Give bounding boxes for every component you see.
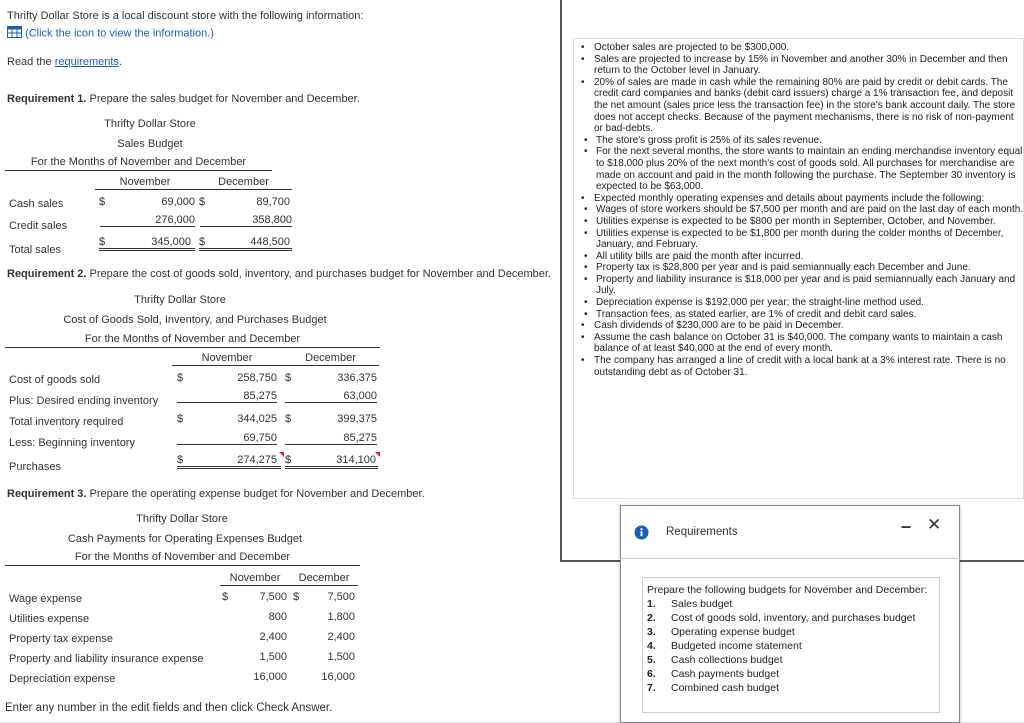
requirement-text: Sales budget bbox=[671, 598, 733, 610]
requirement-text: Budgeted income statement bbox=[671, 640, 802, 652]
info-subitem: • Utilities expense is expected to be $800 per month in September, October, and November. bbox=[596, 216, 1024, 228]
info-icon-link[interactable] bbox=[7, 26, 214, 41]
info-subitem: • Utilities expense is expected to be $1,800 per month during the colder months of December, January, and February. bbox=[596, 228, 1024, 251]
req1-col-december: December bbox=[195, 176, 292, 190]
info-subitem: • Transaction fees, as stated earlier, are 1% of credit and debit card sales. bbox=[596, 309, 1024, 321]
req3-util-dec-input[interactable]: 1,800 bbox=[327, 611, 355, 623]
req2-row-label: Total inventory required bbox=[9, 416, 124, 428]
requirement-text: Cash collections budget bbox=[671, 654, 783, 666]
req1-cash-dec-input[interactable]: 89,700 bbox=[256, 196, 290, 208]
requirement-num: 1. bbox=[647, 598, 656, 610]
requirement-item bbox=[647, 625, 937, 639]
req3-depr-dec-input[interactable]: 16,000 bbox=[321, 671, 355, 683]
req3-row-label: Wage expense bbox=[9, 593, 82, 605]
req2-purch-dec-input[interactable]: 314,100 bbox=[336, 454, 376, 466]
req2-period: For the Months of November and December bbox=[5, 333, 380, 348]
req3-row-label: Property and liability insurance expense bbox=[9, 653, 204, 665]
intro-line: Thrifty Dollar Store is a local discount store with the following information: bbox=[7, 10, 364, 22]
req2-purch-nov-input[interactable]: 274,275 bbox=[237, 454, 277, 466]
divider bbox=[620, 558, 960, 559]
req2-col-november: November bbox=[172, 352, 282, 366]
info-subitem: • The store's gross profit is 25% of its sales revenue. bbox=[596, 135, 1024, 147]
info-item: • Expected monthly operating expenses and details about payments include the following: bbox=[594, 193, 1024, 205]
currency-sign: $ bbox=[99, 236, 106, 248]
requirement-text: Operating expense budget bbox=[671, 626, 795, 638]
req2-col-december: December bbox=[282, 352, 379, 366]
requirement-item bbox=[647, 611, 937, 625]
req3-col-november: November bbox=[220, 572, 290, 586]
req1-total-nov-cell bbox=[99, 236, 195, 251]
req3-depr-nov-input[interactable]: 16,000 bbox=[253, 671, 287, 683]
info-item: • 20% of sales are made in cash while the remaining 80% are paid by credit or debit cards. The credit card companies and banks (debit card issuers) charge a 1% transaction fee, and deposit the net amount (sales price less the transaction fee) in the store's bank account daily. The store does not accept checks. Because of the payment mechanisms, there is no risk of non-payment or bad-debts. bbox=[594, 77, 1024, 135]
req1-cash-nov-input[interactable]: 69,000 bbox=[161, 196, 195, 208]
req3-row-label: Utilities expense bbox=[9, 613, 90, 625]
req3-row-label: Depreciation expense bbox=[9, 673, 116, 685]
req1-row-label: Credit sales bbox=[9, 220, 68, 232]
req1-credit-dec-input[interactable]: 358,800 bbox=[200, 214, 292, 227]
req2-cogs-nov-input[interactable]: 258,750 bbox=[237, 372, 277, 384]
req2-company: Thrifty Dollar Store bbox=[134, 294, 226, 306]
currency-sign: $ bbox=[199, 236, 206, 248]
req3-title: Cash Payments for Operating Expenses Budget bbox=[67, 533, 303, 545]
req1-total-dec-input[interactable]: 448,500 bbox=[250, 236, 290, 248]
req2-purch-nov-cell bbox=[177, 454, 281, 469]
requirements-content bbox=[647, 583, 937, 695]
req3-wage-nov-input[interactable]: 7,500 bbox=[259, 591, 287, 603]
requirement-item bbox=[647, 597, 937, 611]
currency-sign: $ bbox=[177, 372, 184, 384]
currency-sign: $ bbox=[177, 413, 184, 425]
requirement-num: 6. bbox=[647, 668, 656, 680]
req3-col-december: December bbox=[290, 572, 358, 586]
info-subitem: • Property tax is $28,800 per year and is paid semiannually each December and June. bbox=[596, 262, 1024, 274]
req3-period: For the Months of November and December bbox=[5, 551, 360, 566]
req3-row-label: Property tax expense bbox=[9, 633, 113, 645]
requirement-num: 2. bbox=[647, 612, 656, 624]
read-requirements bbox=[7, 56, 122, 68]
requirements-intro: Prepare the following budgets for November and December: bbox=[647, 584, 928, 596]
close-button[interactable]: ✕ bbox=[927, 515, 942, 534]
footer-instruction: Enter any number in the edit fields and then click Check Answer. bbox=[5, 702, 333, 714]
req3-wage-dec-input[interactable]: 7,500 bbox=[327, 591, 355, 603]
req1-title: Sales Budget bbox=[117, 138, 183, 150]
currency-sign: $ bbox=[222, 591, 229, 603]
info-item: • The company has arranged a line of credit with a local bank at a 3% interest rate. There is no outstanding debt as of October 31. bbox=[594, 355, 1024, 378]
minimize-button[interactable]: – bbox=[901, 516, 912, 536]
info-subitem: • Depreciation expense is $192,000 per year; the straight-line method used. bbox=[596, 297, 1024, 309]
req2-title: Cost of Goods Sold, Inventory, and Purchases Budget bbox=[63, 314, 327, 326]
currency-sign: $ bbox=[285, 454, 292, 466]
read-suffix: . bbox=[118, 56, 122, 68]
req1-total-dec-cell bbox=[199, 236, 292, 251]
requirement-num: 7. bbox=[647, 682, 656, 694]
req2-row-label: Purchases bbox=[9, 461, 61, 473]
requirement-num: 3. bbox=[647, 626, 656, 638]
currency-sign: $ bbox=[199, 196, 206, 208]
req2-totalinv-nov-input[interactable]: 344,025 bbox=[237, 413, 277, 425]
req2-text: Prepare the cost of goods sold, inventory, and purchases budget for November and December. bbox=[86, 268, 551, 280]
requirement-num: 5. bbox=[647, 654, 656, 666]
info-subitem: • Wages of store workers should be $7,500 per month and are paid on the last day of each month. bbox=[596, 204, 1024, 216]
info-item: • Assume the cash balance on October 31 is $40,000. The company wants to maintain a cash balance of at least $40,000 at the end of every month. bbox=[594, 332, 1024, 355]
read-prefix: Read the bbox=[7, 56, 55, 68]
req3-label: Requirement 3. bbox=[7, 488, 87, 500]
req3-proptax-nov-input[interactable]: 2,400 bbox=[259, 631, 287, 643]
req3-util-nov-input[interactable]: 800 bbox=[268, 611, 287, 623]
info-content bbox=[578, 42, 1024, 378]
req3-heading bbox=[7, 488, 425, 500]
req2-totalinv-dec-input[interactable]: 399,375 bbox=[337, 413, 377, 425]
info-subitem: • For the next several months, the store wants to maintain an ending merchandise inventory equal to $18,000 plus 20% of the next month's cost of goods sold. All purchases for merchandise are made on account and paid in the month following the purchase. The September 30 inventory is expected to be $63,000. bbox=[596, 146, 1024, 192]
req1-label: Requirement 1. bbox=[7, 93, 87, 105]
req1-credit-nov-input[interactable]: 276,000 bbox=[100, 214, 195, 227]
currency-sign: $ bbox=[285, 372, 292, 384]
table-grid-icon[interactable] bbox=[7, 26, 22, 41]
currency-sign: $ bbox=[177, 454, 184, 466]
info-link-text[interactable]: (Click the icon to view the information.) bbox=[25, 27, 214, 40]
requirement-text: Combined cash budget bbox=[671, 682, 779, 694]
req2-row-label: Plus: Desired ending inventory bbox=[9, 395, 159, 407]
req2-beginv-dec-input[interactable]: 85,275 bbox=[285, 432, 377, 445]
req2-row-label: Cost of goods sold bbox=[9, 374, 101, 386]
req2-cogs-dec-input[interactable]: 336,375 bbox=[337, 372, 377, 384]
req1-row-label: Total sales bbox=[9, 244, 61, 256]
info-item: • October sales are projected to be $300,000. bbox=[594, 42, 1024, 54]
currency-sign: $ bbox=[99, 196, 106, 208]
req2-endinv-nov-input[interactable]: 85,275 bbox=[177, 390, 277, 403]
requirements-link[interactable]: requirements bbox=[54, 56, 119, 68]
info-item: • Cash dividends of $230,000 are to be paid in December. bbox=[594, 320, 1024, 332]
info-subitem: • All utility bills are paid the month after incurred. bbox=[596, 251, 1024, 263]
req2-endinv-dec-input[interactable]: 63,000 bbox=[285, 390, 377, 403]
req1-company: Thrifty Dollar Store bbox=[104, 118, 196, 130]
requirements-dialog-title: Requirements bbox=[666, 526, 738, 538]
incorrect-marker bbox=[375, 452, 380, 457]
requirement-text: Cost of goods sold, inventory, and purchases budget bbox=[671, 612, 916, 624]
requirement-item bbox=[647, 681, 937, 695]
incorrect-marker bbox=[279, 452, 284, 457]
requirement-item bbox=[647, 639, 937, 653]
req3-insur-nov-input[interactable]: 1,500 bbox=[259, 651, 287, 663]
req3-insur-dec-input[interactable]: 1,500 bbox=[327, 651, 355, 663]
info-item: • Sales are projected to increase by 15% in November and another 30% in December and then return to the October level in January. bbox=[594, 54, 1024, 77]
currency-sign: $ bbox=[293, 591, 300, 603]
req1-total-nov-input[interactable]: 345,000 bbox=[151, 236, 191, 248]
req3-company: Thrifty Dollar Store bbox=[136, 513, 228, 525]
req3-text: Prepare the operating expense budget for November and December. bbox=[86, 488, 425, 500]
requirement-num: 4. bbox=[647, 640, 656, 652]
req1-period: For the Months of November and December bbox=[5, 156, 272, 171]
info-subitem: • Property and liability insurance is $18,000 per year and is paid semiannually each January and July. bbox=[596, 274, 1024, 297]
req3-proptax-dec-input[interactable]: 2,400 bbox=[327, 631, 355, 643]
requirement-text: Cash payments budget bbox=[671, 668, 779, 680]
req2-heading bbox=[7, 268, 551, 280]
req2-beginv-nov-input[interactable]: 69,750 bbox=[177, 432, 277, 445]
req2-label: Requirement 2. bbox=[7, 268, 87, 280]
requirement-item bbox=[647, 667, 937, 681]
req2-purch-dec-cell bbox=[285, 454, 378, 469]
req1-text: Prepare the sales budget for November and December. bbox=[86, 93, 360, 105]
req2-row-label: Less: Beginning inventory bbox=[9, 437, 135, 449]
info-circle-icon bbox=[634, 525, 649, 543]
currency-sign: $ bbox=[285, 413, 292, 425]
requirement-item bbox=[647, 653, 937, 667]
req1-col-november: November bbox=[95, 176, 195, 190]
req1-row-label: Cash sales bbox=[9, 198, 64, 210]
req1-heading bbox=[7, 93, 360, 105]
